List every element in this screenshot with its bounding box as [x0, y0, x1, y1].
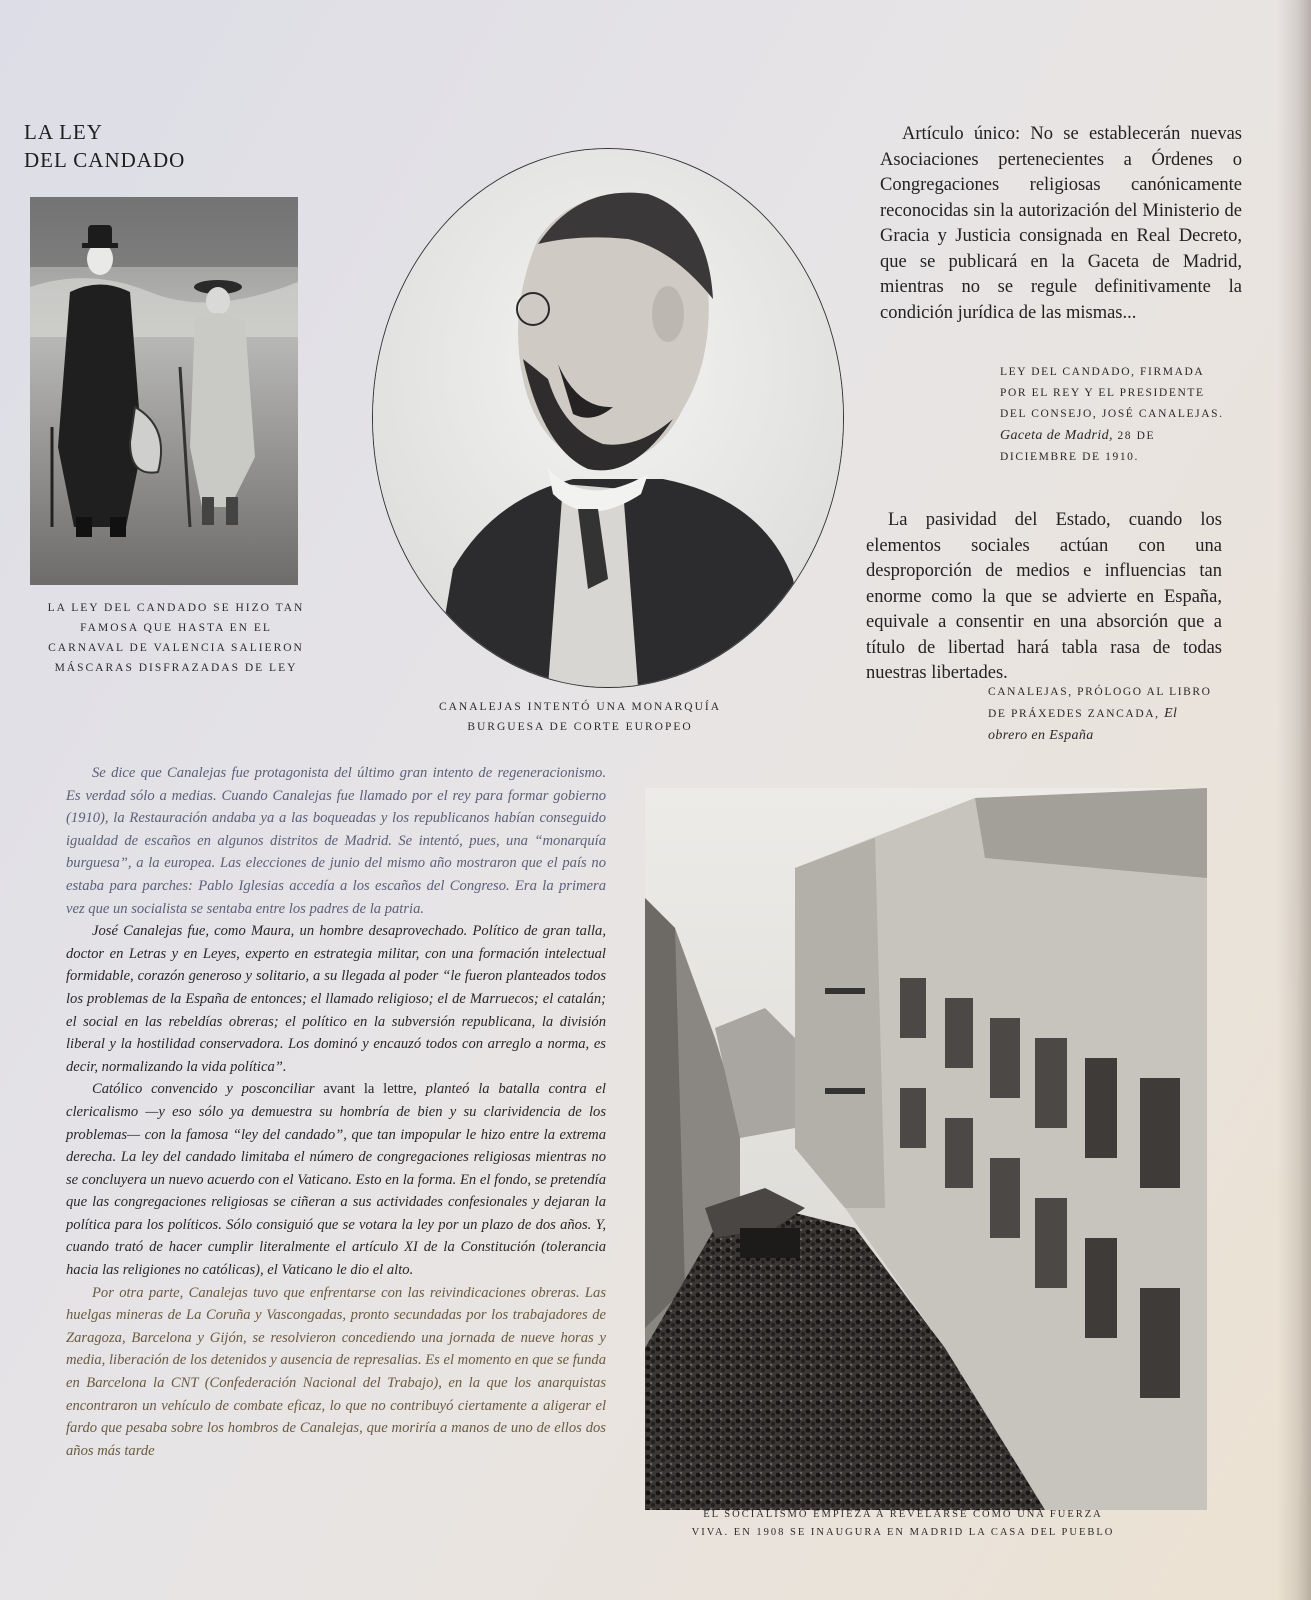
decree-quote-text: Artículo único: No se establecerán nuevas Asociaciones pertenecientes a Órdenes o Congregaciones religiosas canónicamente reconocidas sin la autorización del Ministerio de Gracia y Justicia consignada en Real Decreto, que se publicará en la Gaceta de Madrid, mientras no se regule definitivamente la condición jurídica de las mismas...	[880, 124, 1242, 323]
decree-attribution	[1000, 362, 1232, 468]
decree-attribution-date: 28 DE DICIEMBRE DE 1910.	[1000, 430, 1156, 463]
decree-quote	[880, 122, 1242, 326]
crowd-street-photo	[645, 788, 1207, 1510]
article-paragraph-3-rest: planteó la batalla contra el clericalismo —y eso sólo ya demuestra su hombría de bien y su clarividencia de los problemas— con la famosa “ley del candado”, que tan impopular le hizo entre la extrema derecha. La ley del candado limitaba el número de congregaciones religiosas mientras no se concluyera un nuevo acuerdo con el Vaticano. Esto en la forma. En el fondo, se pretendía que las congregaciones religiosas se ciñeran a sus actividades confesionales y dejaran la política para los políticos. Sólo consiguió que se votara la ley por un plazo de dos años. Y, cuando trató de hacer cumplir literalmente el artículo XI de la Constitución (tolerancia hacia las religiones no católicas), el Vaticano le dio el alto.	[66, 1081, 606, 1279]
article-paragraph-4: Por otra parte, Canalejas tuvo que enfrentarse con las reivindicaciones obreras. Las huelgas mineras de La Coruña y Vascongadas, pronto secundadas por los trabajadores de Zaragoza, Barcelona y Gijón, se resolvieron concediendo una jornada de nueve horas y media, liberación de los detenidos y ausencia de represalias. Es el momento en que se funda en Barcelona la CNT (Confederación Nacional del Trabajo), en la que los anarquistas encontraron un vehículo de combate eficaz, lo que no contribuyó ciertamente a aligerar el fardo que pesaba sobre los hombros de Canalejas, que moriría a manos de uno de ellos dos años más tarde	[66, 1284, 606, 1459]
prologue-attribution-source: El obrero en España	[988, 706, 1178, 743]
article-paragraph-1: Se dice que Canalejas fue protagonista del último gran intento de regeneracionismo. Es verdad sólo a medias. Cuando Canalejas fue llamado por el rey para formar gobierno (1910), la Restauración andaba ya a las boqueadas y los republicanos habían conseguido igualdad de escaños en algunos distritos de Madrid. Se intentó, pues, una “monarquía burguesa”, a la europea. Las elecciones de junio del mismo año mostraron que el país no estaba para parches: Pablo Iglesias accedía a los escaños del Congreso. Era la primera vez que un socialista se sentaba entre los padres de la patria.	[66, 765, 606, 917]
article-paragraph-3-start: Católico convencido y posconciliar	[92, 1081, 315, 1098]
article-paragraph-3	[66, 1078, 606, 1281]
prologue-quote-text: La pasividad del Estado, cuando los elementos sociales actúan con una desproporción de medios e influencias tan enorme como la que se advierte en España, equivale a consentir en una absorción que a título de libertad hará tabla rasa de todas nuestras libertades.	[866, 510, 1222, 683]
carnival-photo	[30, 197, 298, 585]
article-paragraph-2: José Canalejas fue, como Maura, un hombre desaprovechado. Político de gran talla, doctor en Letras y en Leyes, experto en estrategia militar, con una formación intelectual formidable, corazón generoso y solitario, a su llegada al poder “le fueron planteados todos los problemas de la España de entonces; el llamado religioso; el de Marruecos; el catalán; el social en las rebeldías obreras; el político en la subversión republicana, la división liberal y la hostilidad conservadora. Los dominó y encauzó todos con arreglo a norma, es decir, normalizando la vida política”.	[66, 923, 606, 1075]
crowd-caption: EL SOCIALISMO EMPIEZA A REVELARSE COMO UNA FUERZA VIVA. EN 1908 SE INAUGURA EN MADRID LA CASA DEL PUEBLO	[691, 1509, 1115, 1538]
article-paragraph-3-foreign-phrase: avant la lettre,	[323, 1081, 417, 1098]
page-edge-shadow	[1277, 0, 1311, 1600]
title-line-1: LA LEY	[24, 120, 103, 144]
decree-attribution-source: Gaceta de Madrid,	[1000, 428, 1113, 443]
canalejas-portrait	[372, 148, 844, 688]
carnival-caption: LA LEY DEL CANDADO SE HIZO TAN FAMOSA QUE HASTA EN EL CARNAVAL DE VALENCIA SALIERON MÁSCARAS DISFRAZADAS DE LEY	[47, 602, 305, 674]
section-title	[24, 118, 185, 174]
article-body	[66, 762, 606, 1462]
prologue-attribution-text: CANALEJAS, PRÓLOGO AL LIBRO DE PRÁXEDES ZANCADA,	[988, 686, 1212, 720]
prologue-attribution	[988, 682, 1216, 747]
portrait-caption: CANALEJAS INTENTÓ UNA MONARQUÍA BURGUESA DE CORTE EUROPEO	[438, 701, 722, 733]
prologue-quote	[866, 508, 1222, 687]
decree-attribution-text: LEY DEL CANDADO, FIRMADA POR EL REY Y EL PRESIDENTE DEL CONSEJO, JOSÉ CANALEJAS.	[1000, 366, 1224, 420]
title-line-2: DEL CANDADO	[24, 148, 186, 172]
